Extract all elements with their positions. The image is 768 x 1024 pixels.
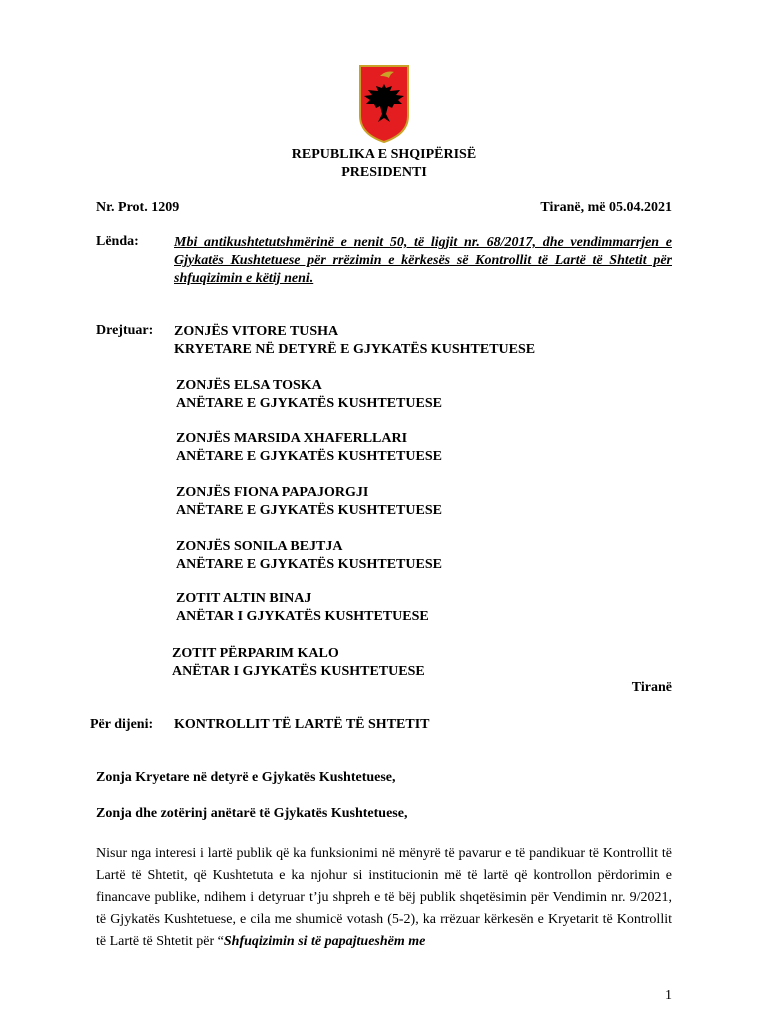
salutation-members: Zonja dhe zotërinj anëtarë të Gjykatës Kushtetuese, [96,806,408,821]
page-number: 1 [665,988,672,1003]
albanian-eagle-emblem-icon [356,62,412,144]
recipient-role: ANËTARE E GJYKATËS KUSHTETUESE [176,396,442,411]
office-name: PRESIDENTI [341,165,427,180]
recipient-name: ZOTIT PËRPARIM KALO [172,646,339,661]
protocol-number: Nr. Prot. 1209 [96,200,180,215]
recipient-role: ANËTARE E GJYKATËS KUSHTETUESE [176,503,442,518]
recipient-name: ZOTIT ALTIN BINAJ [176,591,312,606]
recipient-name: ZONJËS FIONA PAPAJORGJI [176,485,369,500]
recipient-name: ZONJËS MARSIDA XHAFERLLARI [176,431,408,446]
cc-label: Për dijeni: [90,717,154,732]
recipient-role: KRYETARE NË DETYRË E GJYKATËS KUSHTETUESE [174,342,536,357]
place-date: Tiranë, më 05.04.2021 [540,200,672,215]
recipient-name: ZONJËS SONILA BEJTJA [176,539,343,554]
recipients-city: Tiranë [631,680,672,695]
body-paragraph-emphasis: Shfuqizimin si të papajtueshëm me [223,934,426,949]
country-name: REPUBLIKA E SHQIPËRISË [291,147,477,162]
recipient-name: ZONJËS VITORE TUSHA [174,324,339,339]
subject-label: Lënda: [96,234,139,249]
cc-value: KONTROLLIT TË LARTË TË SHTETIT [174,717,430,732]
recipient-role: ANËTARE E GJYKATËS KUSHTETUESE [176,557,442,572]
salutation-chair: Zonja Kryetare në detyrë e Gjykatës Kushtetuese, [96,770,396,785]
recipients-label: Drejtuar: [96,323,154,338]
recipient-role: ANËTAR I GJYKATËS KUSHTETUESE [176,609,429,624]
recipient-name: ZONJËS ELSA TOSKA [176,378,322,393]
recipient-role: ANËTARE E GJYKATËS KUSHTETUESE [176,449,442,464]
body-paragraph [96,843,672,953]
recipient-role: ANËTAR I GJYKATËS KUSHTETUESE [172,664,425,679]
body-paragraph-text: Nisur nga interesi i lartë publik që ka funksionimi në mënyrë të pavarur e të pandikuar të Kontrollit të Lartë të Shtetit, që Kushtetuta e ka njohur si institucionin më të lartë që kontrollon përdorimin e financave publike, ndihem i detyruar t’ju shpreh e të bëj publik shqetësimin për Vendimin nr. 9/2021, të Gjykatës Kushtetuese, e cila me shumicë votash (5-2), ka rrëzuar kërkesën e Kryetarit të Kontrollit të Lartë të Shtetit për “ [96,846,672,949]
subject-text: Mbi antikushtetutshmërinë e nenit 50, të ligjit nr. 68/2017, dhe vendimmarrjen e Gjykatës Kushtetuese për rrëzimin e kërkesës së Kontrollit të Lartë të Shtetit për shfuqizimin e këtij neni. [174,235,672,286]
